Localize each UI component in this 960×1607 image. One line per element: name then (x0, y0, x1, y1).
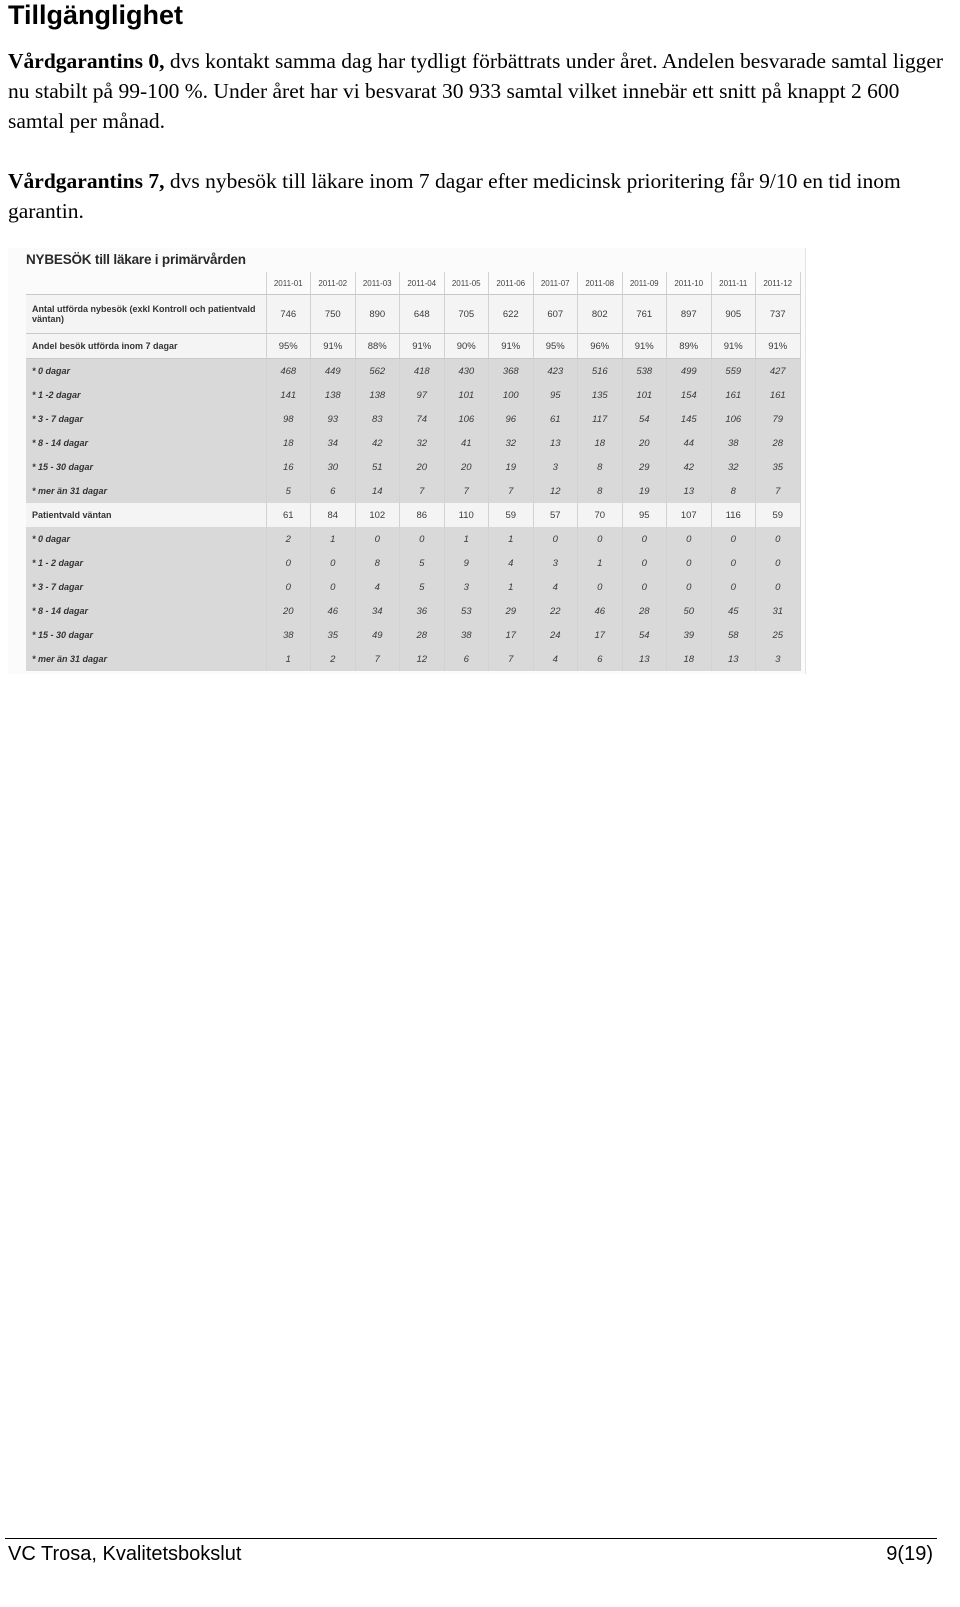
table-cell: 83 (355, 407, 400, 431)
table-cell: 20 (444, 455, 489, 479)
table-row (26, 359, 800, 384)
table-cell: 3 (756, 647, 801, 671)
table-cell: 59 (489, 503, 534, 527)
table-cell: 96 (489, 407, 534, 431)
table-cell: 5 (400, 551, 445, 575)
table-cell: 35 (756, 455, 801, 479)
table-cell: 34 (311, 431, 356, 455)
table-cell: 562 (355, 359, 400, 384)
table-cell: 12 (400, 647, 445, 671)
nybesok-table-image (8, 248, 806, 674)
paragraph-vardgaranti-7 (8, 166, 953, 226)
table-cell: 516 (578, 359, 623, 384)
table-header-row (26, 272, 800, 295)
table-cell: 34 (355, 599, 400, 623)
table-cell: 91% (711, 334, 756, 359)
table-cell: 54 (622, 623, 667, 647)
table-cell: 0 (355, 527, 400, 551)
table-cell: 0 (311, 575, 356, 599)
column-header: 2011-03 (355, 272, 400, 295)
table-cell: 96% (578, 334, 623, 359)
table-cell: 57 (533, 503, 578, 527)
table-cell: 28 (622, 599, 667, 623)
table-cell: 427 (756, 359, 801, 384)
table-cell: 430 (444, 359, 489, 384)
row-label: * mer än 31 dagar (26, 479, 266, 503)
table-cell: 7 (489, 647, 534, 671)
table-cell: 418 (400, 359, 445, 384)
table-cell: 3 (533, 551, 578, 575)
table-cell: 0 (311, 551, 356, 575)
table-cell: 141 (266, 383, 311, 407)
column-header: 2011-10 (667, 272, 712, 295)
table-row (26, 575, 800, 599)
table-cell: 19 (622, 479, 667, 503)
table-cell: 20 (266, 599, 311, 623)
column-header: 2011-08 (578, 272, 623, 295)
table-cell: 42 (355, 431, 400, 455)
table-cell: 91% (756, 334, 801, 359)
table-cell: 14 (355, 479, 400, 503)
table-cell: 22 (533, 599, 578, 623)
table-cell: 35 (311, 623, 356, 647)
table-cell: 3 (444, 575, 489, 599)
table-cell: 607 (533, 295, 578, 334)
table-cell: 32 (711, 455, 756, 479)
column-header: 2011-05 (444, 272, 489, 295)
column-header: 2011-07 (533, 272, 578, 295)
table-cell: 19 (489, 455, 534, 479)
table-cell: 17 (489, 623, 534, 647)
table-cell: 44 (667, 431, 712, 455)
table-cell: 5 (400, 575, 445, 599)
table-row (26, 455, 800, 479)
table-cell: 4 (355, 575, 400, 599)
row-label: * 0 dagar (26, 359, 266, 384)
table-cell: 4 (533, 575, 578, 599)
table-cell: 890 (355, 295, 400, 334)
paragraph-text: dvs nybesök till läkare inom 7 dagar efter medicinsk prioritering får 9/10 en tid inom garantin. (8, 169, 901, 223)
table-cell: 117 (578, 407, 623, 431)
table-cell: 30 (311, 455, 356, 479)
table-cell: 135 (578, 383, 623, 407)
table-cell: 6 (311, 479, 356, 503)
table-cell: 110 (444, 503, 489, 527)
table-cell: 7 (489, 479, 534, 503)
table-cell: 97 (400, 383, 445, 407)
table-cell: 95 (622, 503, 667, 527)
table-cell: 20 (622, 431, 667, 455)
table-cell: 39 (667, 623, 712, 647)
table-cell: 18 (578, 431, 623, 455)
table-row (26, 334, 800, 359)
table-cell: 13 (711, 647, 756, 671)
table-cell: 36 (400, 599, 445, 623)
table-cell: 449 (311, 359, 356, 384)
table-cell: 0 (400, 527, 445, 551)
table-cell: 905 (711, 295, 756, 334)
table-cell: 0 (533, 527, 578, 551)
table-cell: 0 (711, 575, 756, 599)
table-cell: 102 (355, 503, 400, 527)
table-cell: 737 (756, 295, 801, 334)
table-cell: 54 (622, 407, 667, 431)
table-row (26, 647, 800, 671)
table-cell: 12 (533, 479, 578, 503)
table-cell: 368 (489, 359, 534, 384)
table-cell: 18 (667, 647, 712, 671)
table-cell: 106 (444, 407, 489, 431)
table-cell: 116 (711, 503, 756, 527)
row-label: * 1 -2 dagar (26, 383, 266, 407)
table-row (26, 383, 800, 407)
table-cell: 761 (622, 295, 667, 334)
table-cell: 499 (667, 359, 712, 384)
table-cell: 1 (266, 647, 311, 671)
table-cell: 51 (355, 455, 400, 479)
table-cell: 8 (578, 479, 623, 503)
row-label: * 15 - 30 dagar (26, 623, 266, 647)
table-cell: 90% (444, 334, 489, 359)
table-cell: 106 (711, 407, 756, 431)
table-row (26, 599, 800, 623)
table-cell: 88% (355, 334, 400, 359)
table-row (26, 407, 800, 431)
table-cell: 5 (266, 479, 311, 503)
table-cell: 0 (756, 551, 801, 575)
table-cell: 31 (756, 599, 801, 623)
table-cell: 91% (311, 334, 356, 359)
table-cell: 1 (489, 575, 534, 599)
nybesok-table (26, 272, 801, 671)
table-cell: 32 (400, 431, 445, 455)
row-label: * 8 - 14 dagar (26, 599, 266, 623)
table-cell: 8 (578, 455, 623, 479)
table-cell: 7 (444, 479, 489, 503)
table-cell: 1 (311, 527, 356, 551)
table-cell: 17 (578, 623, 623, 647)
table-cell: 16 (266, 455, 311, 479)
table-cell: 13 (622, 647, 667, 671)
table-cell: 1 (578, 551, 623, 575)
table-title: NYBESÖK till läkare i primärvården (26, 252, 246, 267)
table-cell: 13 (667, 479, 712, 503)
table-cell: 9 (444, 551, 489, 575)
paragraph-lead: Vårdgarantins 7, (8, 169, 165, 193)
table-cell: 4 (533, 647, 578, 671)
row-label: * 0 dagar (26, 527, 266, 551)
table-cell: 8 (711, 479, 756, 503)
table-cell: 79 (756, 407, 801, 431)
table-cell: 91% (400, 334, 445, 359)
table-cell: 1 (489, 527, 534, 551)
table-cell: 705 (444, 295, 489, 334)
column-header: 2011-06 (489, 272, 534, 295)
paragraph-lead: Vårdgarantins 0, (8, 49, 165, 73)
table-cell: 95 (533, 383, 578, 407)
paragraph-text: dvs kontakt samma dag har tydligt förbättrats under året. Andelen besvarade samtal ligger nu stabilt på 99-100 %. Under året har vi besvarat 30 933 samtal vilket innebär ett snitt på knappt 2 600 samtal per månad. (8, 49, 944, 133)
table-cell: 2 (266, 527, 311, 551)
table-cell: 91% (622, 334, 667, 359)
table-cell: 101 (444, 383, 489, 407)
table-cell: 145 (667, 407, 712, 431)
table-cell: 0 (667, 527, 712, 551)
footer-divider (5, 1538, 937, 1539)
table-cell: 41 (444, 431, 489, 455)
table-cell: 648 (400, 295, 445, 334)
table-cell: 0 (266, 551, 311, 575)
table-cell: 74 (400, 407, 445, 431)
table-cell: 101 (622, 383, 667, 407)
table-cell: 0 (756, 527, 801, 551)
row-label: * 3 - 7 dagar (26, 407, 266, 431)
table-row (26, 623, 800, 647)
table-cell: 0 (578, 575, 623, 599)
table-cell: 61 (266, 503, 311, 527)
table-cell: 53 (444, 599, 489, 623)
table-corner-cell (26, 272, 266, 295)
table-cell: 138 (311, 383, 356, 407)
table-cell: 86 (400, 503, 445, 527)
table-cell: 29 (489, 599, 534, 623)
row-label: Patientvald väntan (26, 503, 266, 527)
table-cell: 13 (533, 431, 578, 455)
table-cell: 50 (667, 599, 712, 623)
table-cell: 2 (311, 647, 356, 671)
table-cell: 6 (578, 647, 623, 671)
table-cell: 468 (266, 359, 311, 384)
footer-document-title: VC Trosa, Kvalitetsbokslut (8, 1543, 242, 1565)
row-label: * 8 - 14 dagar (26, 431, 266, 455)
table-cell: 802 (578, 295, 623, 334)
table-cell: 38 (266, 623, 311, 647)
column-header: 2011-02 (311, 272, 356, 295)
row-label: Antal utförda nybesök (exkl Kontroll och patientvald väntan) (26, 295, 266, 334)
table-cell: 70 (578, 503, 623, 527)
table-cell: 0 (667, 551, 712, 575)
table-row (26, 431, 800, 455)
table-cell: 154 (667, 383, 712, 407)
table-cell: 897 (667, 295, 712, 334)
table-row (26, 479, 800, 503)
table-cell: 32 (489, 431, 534, 455)
table-cell: 4 (489, 551, 534, 575)
table-cell: 18 (266, 431, 311, 455)
row-label: * 1 - 2 dagar (26, 551, 266, 575)
table-cell: 98 (266, 407, 311, 431)
table-cell: 559 (711, 359, 756, 384)
table-cell: 84 (311, 503, 356, 527)
column-header: 2011-09 (622, 272, 667, 295)
table-cell: 0 (622, 527, 667, 551)
table-cell: 7 (400, 479, 445, 503)
table-row (26, 503, 800, 527)
table-cell: 1 (444, 527, 489, 551)
table-cell: 746 (266, 295, 311, 334)
table-cell: 0 (711, 551, 756, 575)
table-cell: 59 (756, 503, 801, 527)
table-cell: 91% (489, 334, 534, 359)
table-row (26, 295, 800, 334)
table-cell: 42 (667, 455, 712, 479)
table-cell: 20 (400, 455, 445, 479)
paragraph-vardgaranti-0 (8, 46, 953, 136)
table-cell: 8 (355, 551, 400, 575)
footer-page-number: 9(19) (886, 1543, 933, 1565)
table-cell: 107 (667, 503, 712, 527)
table-cell: 6 (444, 647, 489, 671)
table-row (26, 551, 800, 575)
column-header: 2011-11 (711, 272, 756, 295)
table-cell: 0 (578, 527, 623, 551)
table-cell: 95% (533, 334, 578, 359)
column-header: 2011-01 (266, 272, 311, 295)
table-cell: 538 (622, 359, 667, 384)
table-cell: 89% (667, 334, 712, 359)
row-label: * 15 - 30 dagar (26, 455, 266, 479)
table-row (26, 527, 800, 551)
table-cell: 38 (711, 431, 756, 455)
table-cell: 29 (622, 455, 667, 479)
table-cell: 49 (355, 623, 400, 647)
table-cell: 100 (489, 383, 534, 407)
table-cell: 46 (311, 599, 356, 623)
table-cell: 161 (756, 383, 801, 407)
page-heading: Tillgänglighet (8, 0, 183, 30)
column-header: 2011-04 (400, 272, 445, 295)
table-cell: 622 (489, 295, 534, 334)
table-cell: 7 (355, 647, 400, 671)
table-cell: 38 (444, 623, 489, 647)
table-cell: 3 (533, 455, 578, 479)
column-header: 2011-12 (756, 272, 801, 295)
table-cell: 95% (266, 334, 311, 359)
table-cell: 58 (711, 623, 756, 647)
table-cell: 24 (533, 623, 578, 647)
table-cell: 161 (711, 383, 756, 407)
table-cell: 138 (355, 383, 400, 407)
table-cell: 7 (756, 479, 801, 503)
row-label: * mer än 31 dagar (26, 647, 266, 671)
row-label: Andel besök utförda inom 7 dagar (26, 334, 266, 359)
table-cell: 0 (711, 527, 756, 551)
table-cell: 0 (756, 575, 801, 599)
table-cell: 0 (266, 575, 311, 599)
table-cell: 46 (578, 599, 623, 623)
table-cell: 28 (756, 431, 801, 455)
table-cell: 0 (667, 575, 712, 599)
table-cell: 28 (400, 623, 445, 647)
table-cell: 423 (533, 359, 578, 384)
table-cell: 0 (622, 551, 667, 575)
table-cell: 93 (311, 407, 356, 431)
table-cell: 0 (622, 575, 667, 599)
table-cell: 750 (311, 295, 356, 334)
table-cell: 45 (711, 599, 756, 623)
row-label: * 3 - 7 dagar (26, 575, 266, 599)
table-cell: 61 (533, 407, 578, 431)
table-cell: 25 (756, 623, 801, 647)
